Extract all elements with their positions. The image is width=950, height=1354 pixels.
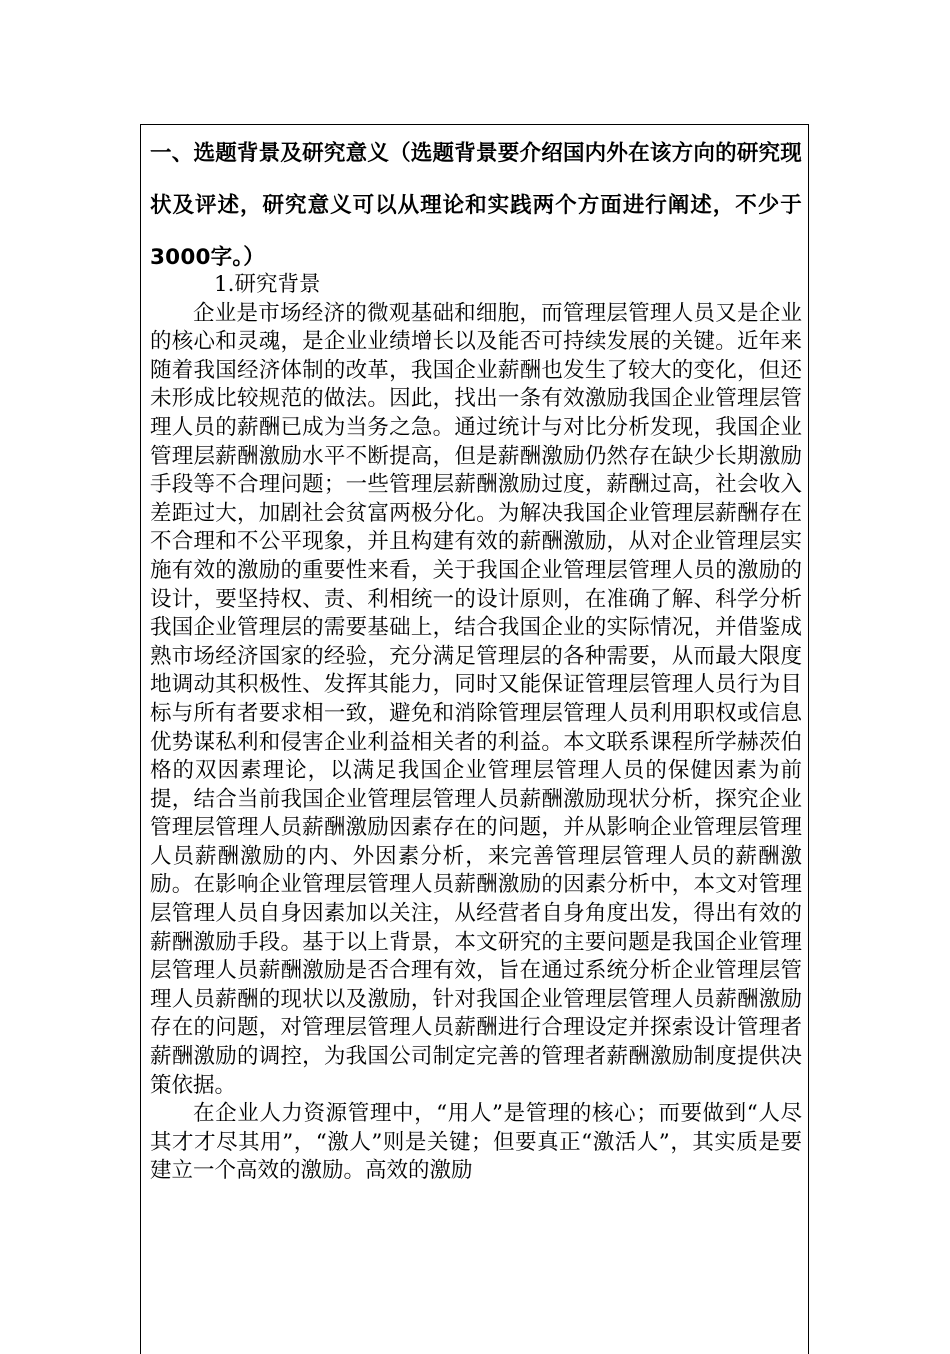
paragraph: 企业是市场经济的微观基础和细胞，而管理层管理人员又是企业的核心和灵魂，是企业业绩增长以及能否可持续发展的关键。近年来随着我国经济体制的改革，我国企业薪酬也发生了较大的变化，但还未形成比较规范的做法。因此，找出一条有效激励我国企业管理层管理人员的薪酬已成为当务之急。通过统计与对比分析发现，我国企业管理层薪酬激励水平不断提高，但是薪酬激励仍然存在缺少长期激励手段等不合理问题；一些管理层薪酬激励过度，薪酬过高，社会收入差距过大，加剧社会贫富两极分化。为解决我国企业管理层薪酬存在不合理和不公平现象，并且构建有效的薪酬激励，从对企业管理层实施有效的激励的重要性来看，关于我国企业管理层管理人员的激励的设计，要坚持权、责、利相统一的设计原则，在准确了解、科学分析我国企业管理层的需要基础上，结合我国企业的实际情况，并借鉴成熟市场经济国家的经验，充分满足管理层的各种需要，从而最大限度地调动其积极性、发挥其能力，同时又能保证管理层管理人员行为目标与所有者要求相一致，避免和消除管理层管理人员利用职权或信息优势谋私利和侵害企业利益相关者的利益。本文联系课程所学赫茨伯格的双因素理论，以满足我国企业管理层管理人员的保健因素为前提，结合当前我国企业管理层管理人员薪酬激励现状分析，探究企业管理层管理人员薪酬激励因素存在的问题，并从影响企业管理层管理人员薪酬激励的内、外因素分析，来完善管理层管理人员的薪酬激励。在影响企业管理层管理人员薪酬激励的因素分析中，本文对管理层管理人员自身因素加以关注，从经营者自身角度出发，得出有效的薪酬激励手段。基于以上背景，本文研究的主要问题是我国企业管理层管理人员薪酬激励是否合理有效，旨在通过系统分析企业管理层管理人员薪酬的现状以及激励，针对我国企业管理层管理人员薪酬激励存在的问题，对管理层管理人员薪酬进行合理设定并探索设计管理者薪酬激励的调控，为我国公司制定完善的管理者薪酬激励制度提供决策依据。	[150, 300, 802, 1098]
body-text	[150, 271, 802, 1186]
paragraph: 在企业人力资源管理中，“用人”是管理的核心；而要做到“人尽其才才尽其用”，“激人”则是关键；但要真正“激活人”，其实质是要建立一个高效的激励。高效的激励	[150, 1101, 802, 1184]
subsection-title: 1.研究背景	[214, 272, 321, 297]
section-heading: 一、选题背景及研究意义（选题背景要介绍国内外在该方向的研究现状及评述，研究意义可以从理论和实践两个方面进行阐述，不少于3000字。）	[150, 141, 802, 270]
